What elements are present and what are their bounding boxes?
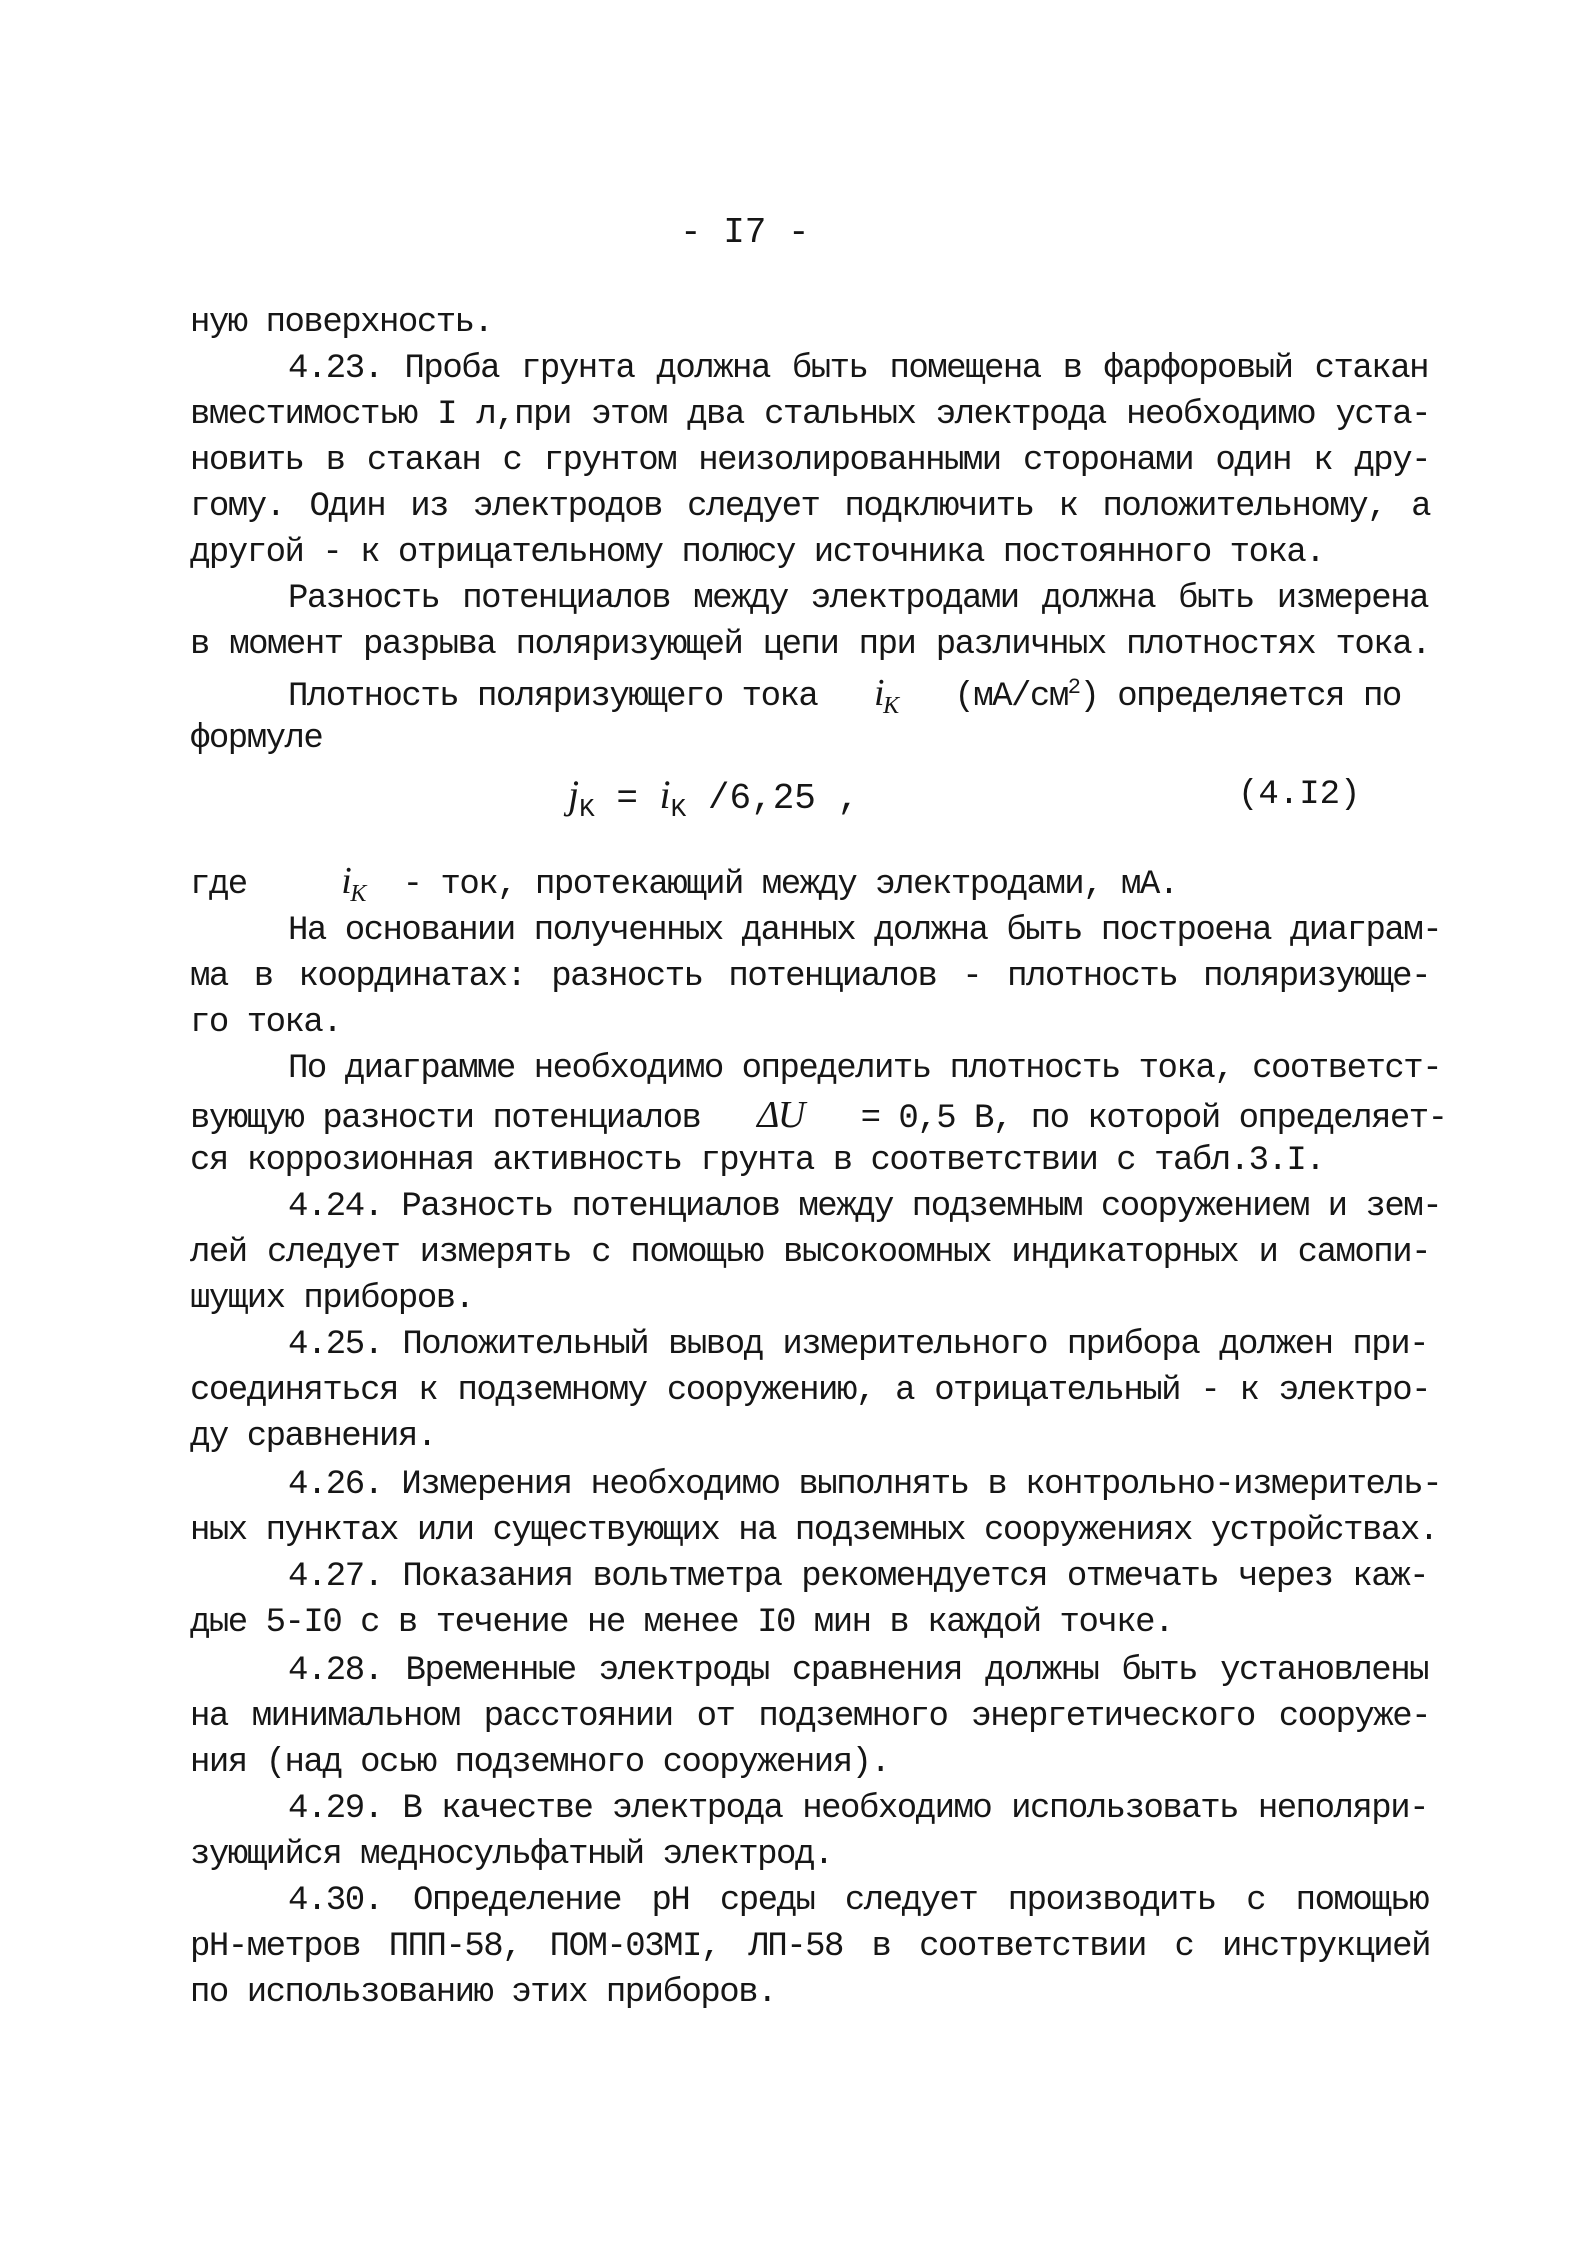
paragraph-4-23-line: гому. Один из электродов следует подключить к положительному, а bbox=[190, 488, 1430, 526]
paragraph-bydiagram-line: По диаграмме необходимо определить плотность тока, соответст- bbox=[288, 1050, 1442, 1088]
paragraph-bydiagram-line bbox=[190, 1092, 1447, 1138]
paragraph-4-30-line: 4.30. Определение pH среды следует производить с помощью bbox=[288, 1882, 1428, 1920]
paragraph-4-24-line: 4.24. Разность потенциалов между подземным сооружением и зем- bbox=[288, 1188, 1442, 1226]
paragraph-4-26-line: ных пунктах или существующих на подземных сооружениях устройствах. bbox=[190, 1512, 1438, 1550]
formula-4-12: $j_K = i_K$ /6,25 , bbox=[568, 772, 860, 824]
paragraph-potential-line: в момент разрыва поляризующей цепи при различных плотностях тока. bbox=[190, 626, 1430, 664]
unit-exponent: 2 bbox=[1067, 675, 1080, 700]
where-lead: где bbox=[190, 866, 247, 904]
paragraph-4-25-line: 4.25. Положительный вывод измерительного прибора должен при- bbox=[288, 1326, 1428, 1364]
paragraph-4-23-line: новить в стакан с грунтом неизолированными сторонами один к дру- bbox=[190, 442, 1430, 480]
paragraph-bydiagram-line: ся коррозионная активность грунта в соответствии с табл.3.I. bbox=[190, 1142, 1325, 1180]
paragraph-4-23-line: 4.23. Проба грунта должна быть помещена в фарфоровый стакан bbox=[288, 350, 1428, 388]
paragraph-diagram-line: ма в координатах: разность потенциалов - плотность поляризующе- bbox=[190, 958, 1430, 996]
paragraph-diagram-line: На основании полученных данных должна быть построена диаграм- bbox=[288, 912, 1442, 950]
paragraph-4-28-line: на минимальном расстоянии от подземного энергетического сооруже- bbox=[190, 1698, 1430, 1736]
paragraph-4-28-line: 4.28. Временные электроды сравнения должны быть установлены bbox=[288, 1652, 1428, 1690]
paragraph-4-23-line: вместимостью I л,при этом два стальных электрода необходимо уста- bbox=[190, 396, 1430, 434]
unit-text: (мА/см bbox=[954, 678, 1068, 716]
text-line: ную поверхность. bbox=[190, 304, 493, 342]
where-line bbox=[190, 858, 1430, 907]
paragraph-diagram-line: го тока. bbox=[190, 1004, 342, 1042]
paragraph-density-line: формуле bbox=[190, 720, 323, 758]
density-text: Плотность поляризующего тока bbox=[288, 678, 818, 716]
paragraph-4-23-line: другой - к отрицательному полюсу источника постоянного тока. bbox=[190, 534, 1325, 572]
paragraph-potential-line: Разность потенциалов между электродами должна быть измерена bbox=[288, 580, 1428, 618]
current-symbol: $i_K$ bbox=[341, 860, 365, 907]
bydiagram-text: вующую разности потенциалов bbox=[190, 1100, 701, 1138]
paragraph-4-25-line: соединяться к подземному сооружению, а отрицательный - к электро- bbox=[190, 1372, 1430, 1410]
paragraph-density-line bbox=[288, 670, 1428, 719]
bydiagram-text-end: = 0,5 В, по которой определяет- bbox=[860, 1100, 1447, 1138]
density-text-end: ) определяется по bbox=[1079, 678, 1401, 716]
formula-number: (4.I2) bbox=[1238, 776, 1361, 814]
paragraph-4-28-line: ния (над осью подземного сооружения). bbox=[190, 1744, 890, 1782]
current-symbol: $i_K$ bbox=[874, 672, 898, 719]
paragraph-4-30-line: по использованию этих приборов. bbox=[190, 1974, 777, 2012]
paragraph-4-27-line: дые 5-I0 с в течение не менее I0 мин в каждой точке. bbox=[190, 1604, 1173, 1642]
paragraph-4-29-line: зующийся медносульфатный электрод. bbox=[190, 1836, 833, 1874]
paragraph-4-26-line: 4.26. Измерения необходимо выполнять в контрольно-измеритель- bbox=[288, 1466, 1442, 1504]
paragraph-4-27-line: 4.27. Показания вольтметра рекомендуется отмечать через каж- bbox=[288, 1558, 1428, 1596]
paragraph-4-24-line: лей следует измерять с помощью высокоомных индикаторных и самопи- bbox=[190, 1234, 1430, 1272]
paragraph-4-24-line: шущих приборов. bbox=[190, 1280, 474, 1318]
paragraph-4-29-line: 4.29. В качестве электрода необходимо использовать неполяри- bbox=[288, 1790, 1428, 1828]
paragraph-4-30-line: pH-метров ППП-58, ПОМ-03МI, ЛП-58 в соответствии с инструкцией bbox=[190, 1928, 1430, 1966]
paragraph-4-25-line: ду сравнения. bbox=[190, 1418, 436, 1456]
where-text: - ток, протекающий между электродами, мА. bbox=[402, 866, 1178, 904]
page-number: - I7 - bbox=[680, 212, 810, 253]
delta-u-symbol: ΔU bbox=[757, 1094, 804, 1136]
